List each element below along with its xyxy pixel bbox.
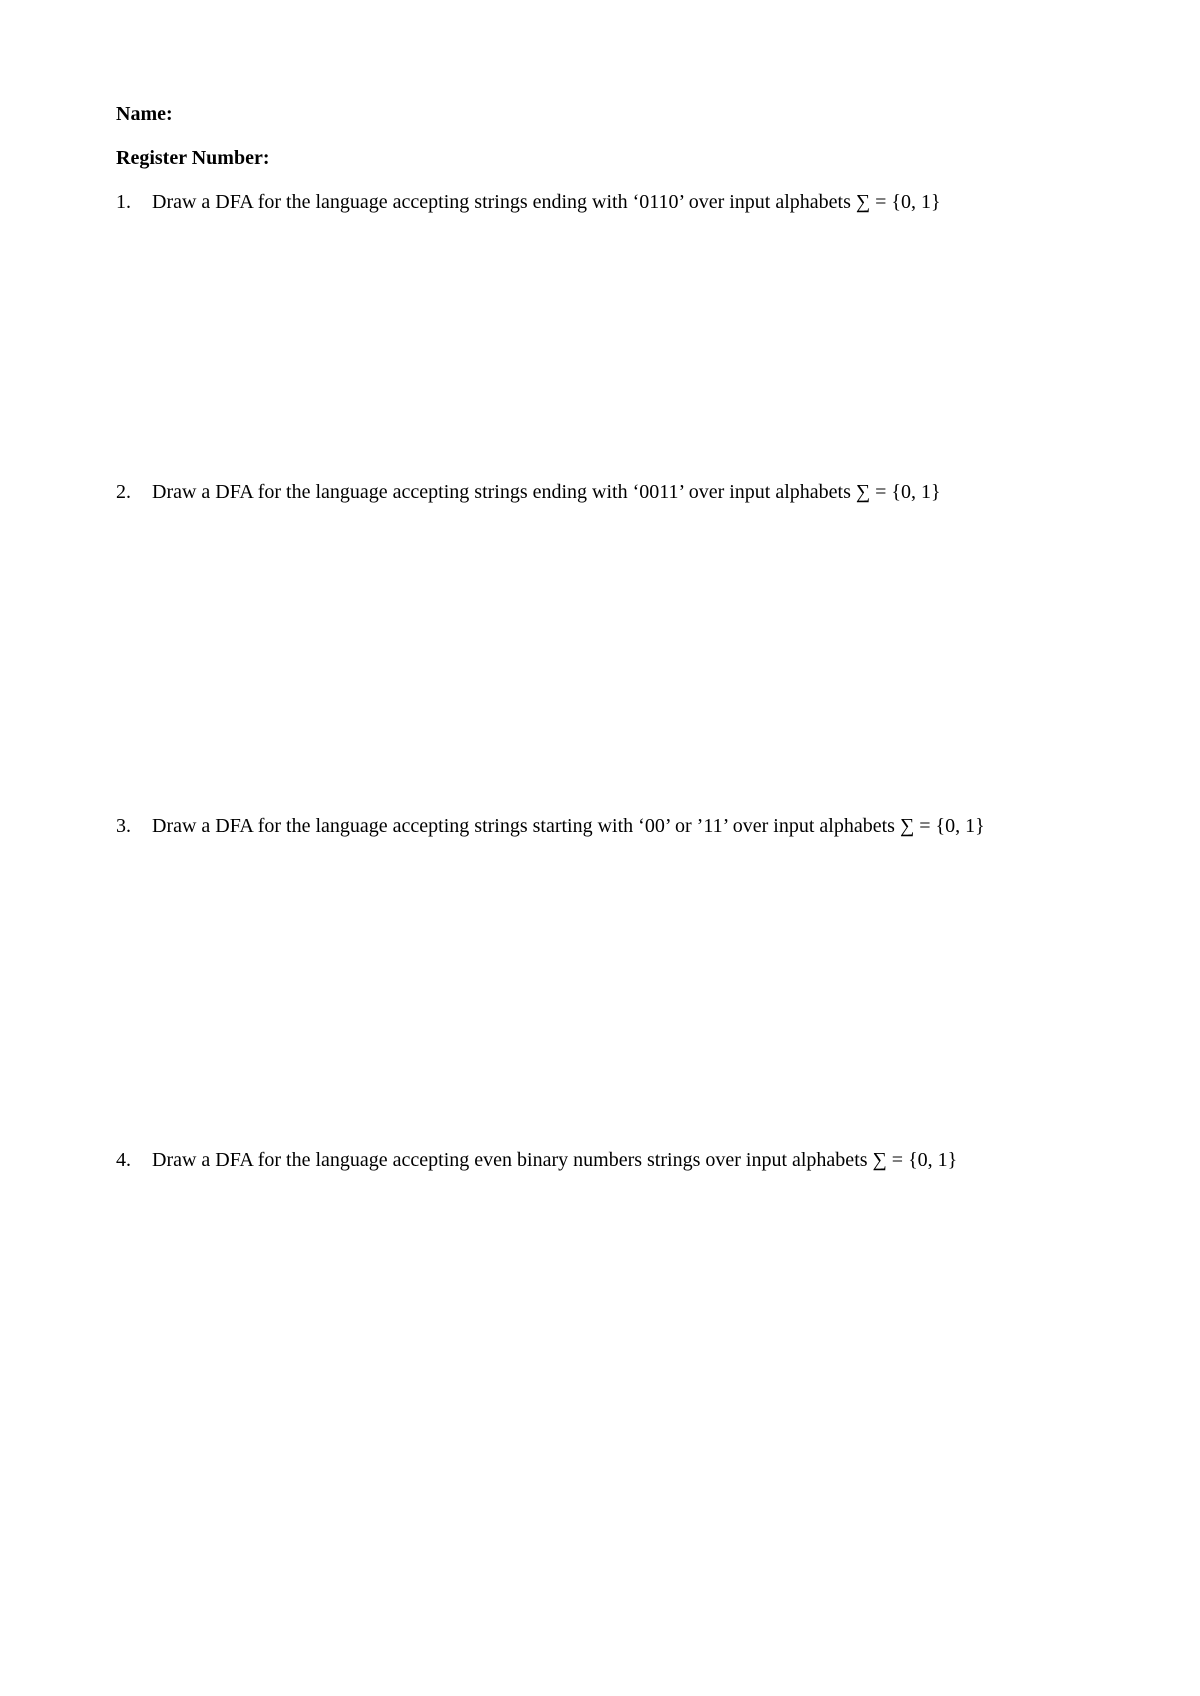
register-number-label: Register Number:: [116, 147, 270, 169]
question-3: [116, 814, 985, 838]
name-label: Name:: [116, 103, 173, 125]
question-text: Draw a DFA for the language accepting strings ending with ‘0011’ over input alphabets ∑ = {0, 1}: [152, 481, 941, 503]
question-number: 3.: [116, 815, 131, 837]
question-text: Draw a DFA for the language accepting strings ending with ‘0110’ over input alphabets ∑ = {0, 1}: [152, 191, 941, 213]
question-4: [116, 1148, 957, 1172]
question-number: 1.: [116, 191, 131, 213]
question-number: 2.: [116, 481, 131, 503]
question-number: 4.: [116, 1149, 131, 1171]
question-1: [116, 190, 941, 214]
question-text: Draw a DFA for the language accepting even binary numbers strings over input alphabets ∑ = {0, 1}: [152, 1149, 958, 1171]
question-2: [116, 480, 941, 504]
question-text: Draw a DFA for the language accepting strings starting with ‘00’ or ’11’ over input alphabets ∑ = {0, 1}: [152, 815, 985, 837]
